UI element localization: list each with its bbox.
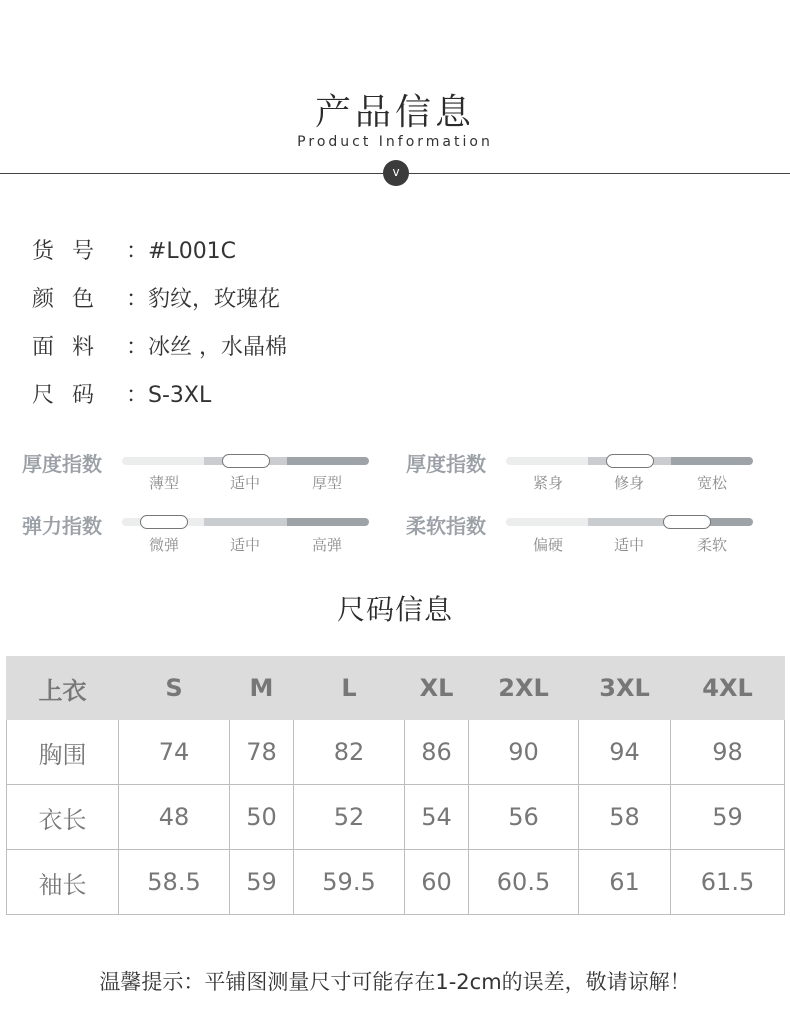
index-title: 厚度指数 [406,452,486,476]
table-cell: 61 [579,850,671,915]
table-cell: 86 [405,720,469,785]
table-header-cell: L [294,657,405,720]
footer-note: 温馨提示：平铺图测量尺寸可能存在1-2cm的误差，敬请谅解！ [99,970,691,994]
index-tick-label: 偏硬 [532,536,563,554]
table-cell: 50 [230,785,294,850]
table-cell: 61.5 [671,850,785,915]
table-cell: 52 [294,785,405,850]
table-cell: 衣长 [7,785,119,850]
info-row-item-no [32,234,236,265]
table-cell: 82 [294,720,405,785]
table-cell: 56 [469,785,579,850]
index-slider-knob [606,454,654,468]
index-title: 厚度指数 [22,452,102,476]
table-cell: 48 [119,785,230,850]
table-cell: 54 [405,785,469,850]
table-header-cell: M [230,657,294,720]
table-cell: 胸围 [7,720,119,785]
table-row [7,720,785,785]
info-value: ：豹纹，玫瑰花 [126,287,281,312]
table-header-cell: 上衣 [7,657,119,720]
index-slider-track [506,518,753,526]
index-tick-label: 适中 [613,536,644,554]
table-cell: 59.5 [294,850,405,915]
table-cell: 94 [579,720,671,785]
info-label: 面料 [32,335,113,360]
index-tick-label: 薄型 [148,474,179,492]
info-value: ：#L001C [126,239,237,264]
index-tick-label: 适中 [229,536,260,554]
table-cell: 98 [671,720,785,785]
index-tick-label: 高弹 [311,536,342,554]
size-section-title: 尺码信息 [336,593,453,626]
index-title: 柔软指数 [406,514,486,538]
table-header-cell: 3XL [579,657,671,720]
index-title: 弹力指数 [22,514,102,538]
info-row-size [32,378,211,409]
info-row-color [32,282,280,313]
table-cell: 60 [405,850,469,915]
size-table [6,656,785,915]
info-label: 尺码 [32,383,113,408]
table-row [7,850,785,915]
index-slider-knob [663,515,711,529]
index-tick-label: 厚型 [311,474,342,492]
index-slider-knob [222,454,270,468]
table-cell: 90 [469,720,579,785]
table-header-cell: XL [405,657,469,720]
table-row [7,785,785,850]
index-tick-label: 宽松 [696,474,727,492]
table-header-cell: 2XL [469,657,579,720]
index-tick-label: 适中 [229,474,260,492]
index-tick-label: 修身 [613,474,644,492]
table-header-cell: 4XL [671,657,785,720]
table-cell: 78 [230,720,294,785]
info-label: 颜色 [32,287,113,312]
index-tick-label: 紧身 [532,474,563,492]
page-title: 产品信息 [314,92,475,133]
table-cell: 58 [579,785,671,850]
table-cell: 59 [671,785,785,850]
table-cell: 60.5 [469,850,579,915]
info-value: ：冰丝 ，水晶棉 [126,335,287,360]
table-header-row [7,657,785,720]
page-subtitle: Product Information [297,134,493,150]
index-tick-label: 微弹 [148,536,179,554]
table-header-cell: S [119,657,230,720]
info-label: 货号 [32,239,113,264]
info-value: ：S-3XL [126,383,212,408]
table-cell: 58.5 [119,850,230,915]
table-cell: 袖长 [7,850,119,915]
chevron-down-icon: v [383,160,409,186]
table-cell: 59 [230,850,294,915]
index-tick-label: 柔软 [696,536,727,554]
index-slider-knob [140,515,188,529]
table-cell: 74 [119,720,230,785]
info-row-fabric [32,330,287,361]
